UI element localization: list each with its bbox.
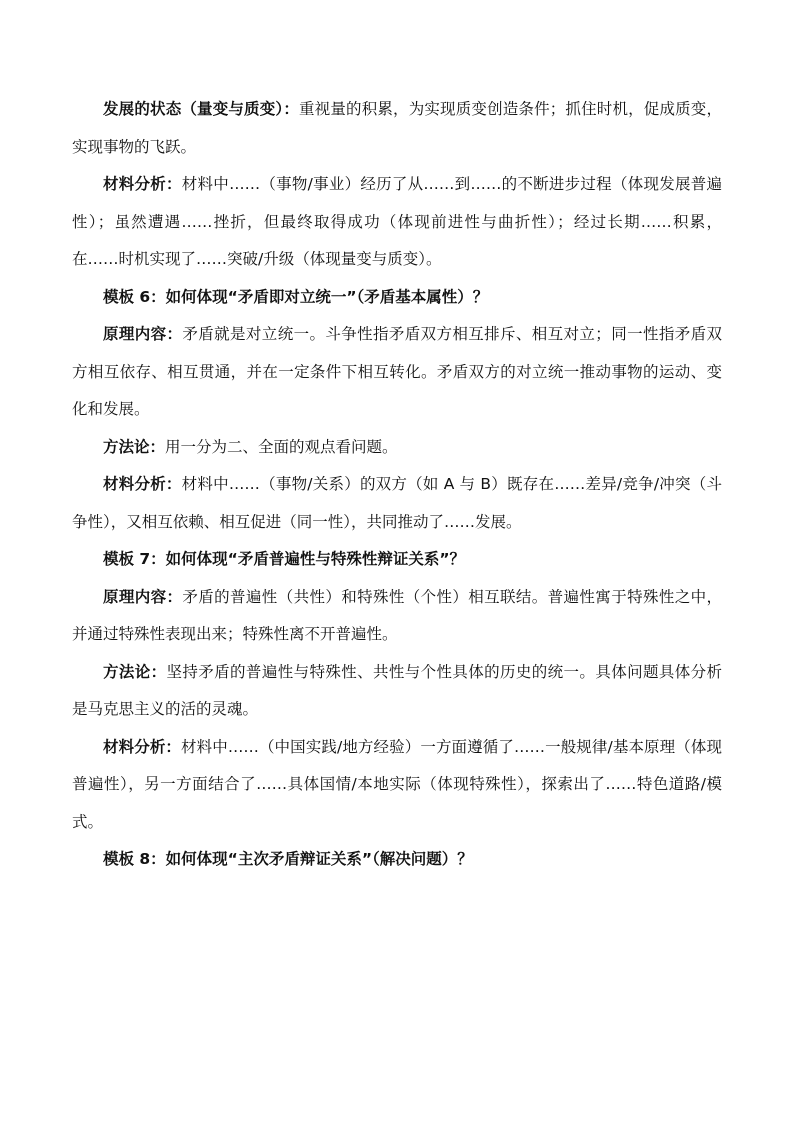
paragraph-material-analysis: [72, 466, 722, 541]
paragraph-text: 材料中……（中国实践/地方经验）一方面遵循了……一般规律/基本原理（体现普遍性），另一方面结合了……具体国情/本地实际（体现特殊性），探索出了……特色道路/模式。: [72, 737, 722, 831]
paragraph-label: 方法论：: [103, 437, 166, 456]
paragraph-text: 矛盾的普遍性（共性）和特殊性（个性）相互联结。普遍性寓于特殊性之中，并通过特殊性表现出来；特殊性离不开普遍性。: [72, 587, 722, 643]
template-7-heading: 模板 7：如何体现“矛盾普遍性与特殊性辩证关系”？: [103, 550, 466, 568]
paragraph-development-state: [72, 91, 722, 166]
template-8-heading: 模板 8：如何体现“主次矛盾辩证关系”（解决问题）？: [103, 850, 473, 868]
paragraph-material-analysis: [72, 166, 722, 279]
paragraph-label: 发展的状态（量变与质变）：: [103, 100, 299, 118]
paragraph-label: 方法论：: [103, 662, 167, 681]
paragraph-label: 材料分析：: [103, 175, 182, 193]
paragraph-label: 原理内容：: [103, 587, 183, 606]
paragraph-text: 坚持矛盾的普遍性与特殊性、共性与个性具体的历史的统一。具体问题具体分析是马克思主义的活的灵魂。: [72, 662, 722, 718]
paragraph-label: 材料分析：: [103, 737, 182, 756]
paragraph-text: 重视量的积累，为实现质变创造条件；抓住时机，促成质变，实现事物的飞跃。: [72, 100, 722, 156]
paragraph-text: 材料中……（事物/关系）的双方（如 A 与 B）既存在……差异/竞争/冲突（斗争性），又相互依赖、相互促进（同一性），共同推动了……发展。: [72, 475, 722, 531]
paragraph-methodology: [72, 654, 722, 729]
paragraph-principle: [72, 316, 722, 429]
paragraph-label: 材料分析：: [103, 475, 182, 493]
document-body: [72, 91, 722, 879]
paragraph-methodology: [72, 429, 722, 467]
paragraph-text: 用一分为二、全面的观点看问题。: [165, 437, 398, 456]
template-6-heading: 模板 6：如何体现“矛盾即对立统一”（矛盾基本属性）？: [103, 287, 489, 306]
paragraph-material-analysis: [72, 729, 722, 842]
paragraph-label: 原理内容：: [103, 325, 183, 343]
paragraph-text: 矛盾就是对立统一。斗争性指矛盾双方相互排斥、相互对立；同一性指矛盾双方相互依存、相互贯通，并在一定条件下相互转化。矛盾双方的对立统一推动事物的运动、变化和发展。: [72, 325, 722, 418]
paragraph-principle: [72, 579, 722, 654]
paragraph-text: 材料中……（事物/事业）经历了从……到……的不断进步过程（体现发展普遍性）；虽然遭遇……挫折，但最终取得成功（体现前进性与曲折性）；经过长期……积累，在……时机实现了……突破/升级（体现量变与质变）。: [72, 175, 722, 268]
